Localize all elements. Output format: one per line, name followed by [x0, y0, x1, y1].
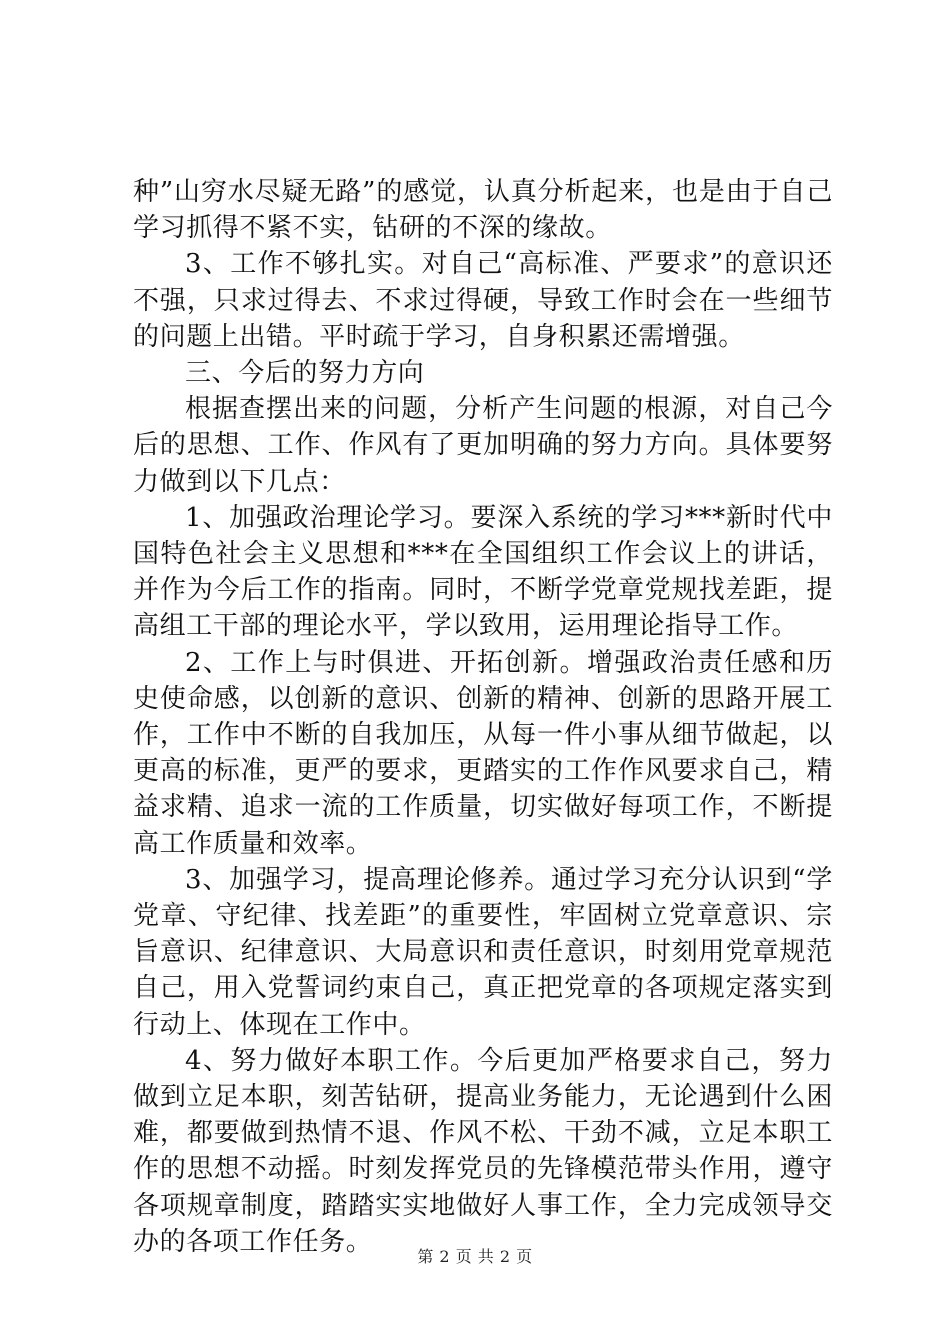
- paragraph-point-3: 3、加强学习，提高理论修养。通过学习充分认识到“学党章、守纪律、找差距”的重要性，牢固树立党章意识、宗旨意识、纪律意识、大局意识和责任意识，时刻用党章规范自己，用入党誓词约束自己，真正把党章的各项规定落实到行动上、体现在工作中。: [133, 864, 833, 1040]
- document-body: [133, 174, 833, 1260]
- paragraph-point-1: 1、加强政治理论学习。要深入系统的学习***新时代中国特色社会主义思想和***在全国组织工作会议上的讲话，并作为今后工作的指南。同时，不断学党章党规找差距，提高组工干部的理论水平，学以致用，运用理论指导工作。: [133, 502, 833, 642]
- paragraph-intro: 根据查摆出来的问题，分析产生问题的根源，对自己今后的思想、工作、作风有了更加明确的努力方向。具体要努力做到以下几点：: [133, 394, 833, 497]
- section-heading-future-direction: 三、今后的努力方向: [185, 358, 425, 389]
- paragraph-continuation: 种”山穷水尽疑无路”的感觉，认真分析起来，也是由于自己学习抓得不紧不实，钻研的不深的缘故。: [133, 177, 833, 244]
- paragraph-issue-3: 3、工作不够扎实。对自己“高标准、严要求”的意识还不强，只求过得去、不求过得硬，导致工作时会在一些细节的问题上出错。平时疏于学习，自身积累还需增强。: [133, 249, 833, 352]
- paragraph-point-2: 2、工作上与时俱进、开拓创新。增强政治责任感和历史使命感，以创新的意识、创新的精神、创新的思路开展工作，工作中不断的自我加压，从每一件小事从细节做起，以更高的标准，更严的要求，更踏实的工作作风要求自己，精益求精、追求一流的工作质量，切实做好每项工作，不断提高工作质量和效率。: [133, 647, 833, 859]
- paragraph-point-4: 4、努力做好本职工作。今后更加严格要求自己，努力做到立足本职，刻苦钻研，提高业务能力，无论遇到什么困难，都要做到热情不退、作风不松、干劲不减，立足本职工作的思想不动摇。时刻发挥党员的先锋模范带头作用，遵守各项规章制度，踏踏实实地做好人事工作，全力完成领导交办的各项工作任务。: [133, 1045, 833, 1257]
- page-footer: 第 2 页 共 2 页: [417, 1247, 533, 1266]
